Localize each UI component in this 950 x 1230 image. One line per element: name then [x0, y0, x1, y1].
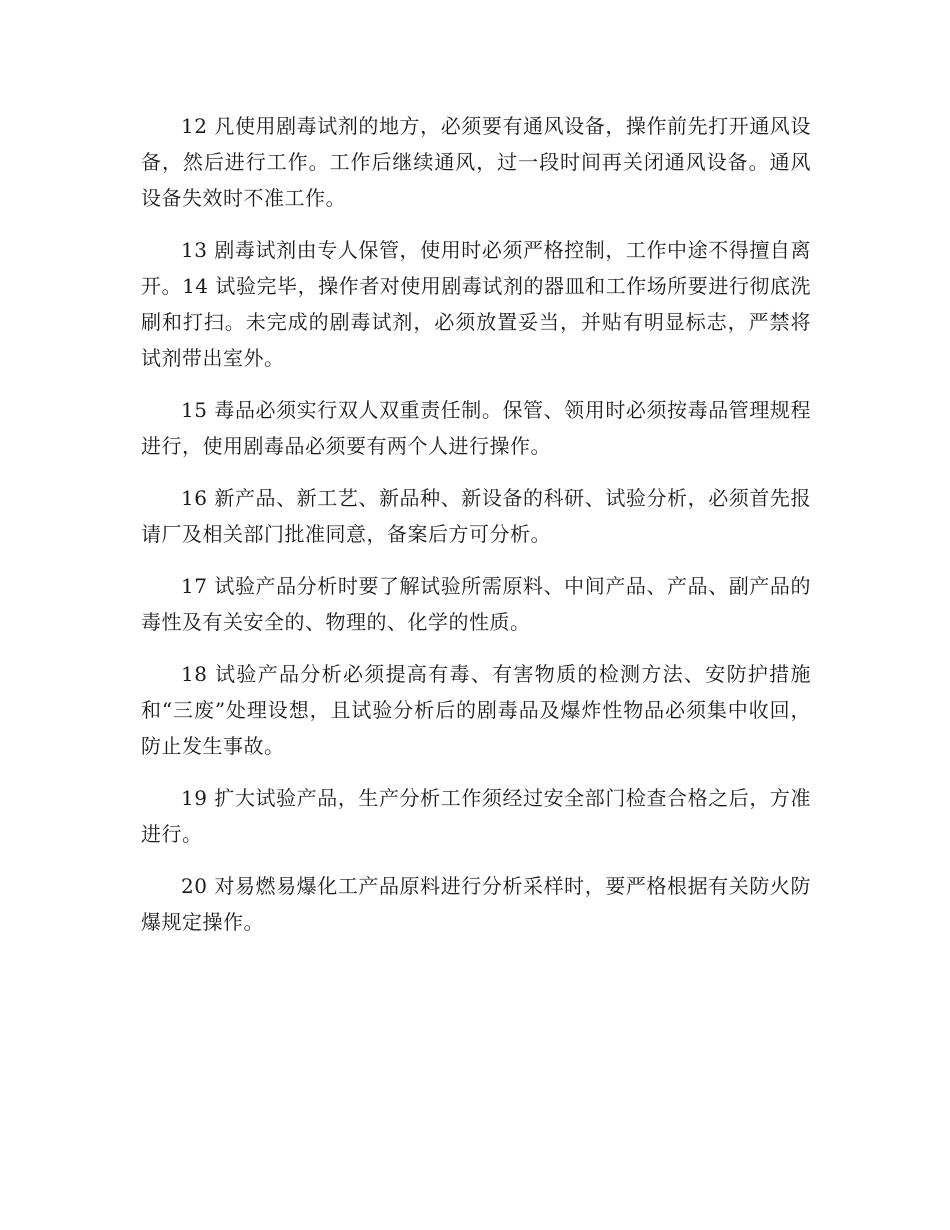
paragraph-17: 17 试验产品分析时要了解试验所需原料、中间产品、产品、副产品的毒性及有关安全的、物理的、化学的性质。	[141, 574, 811, 634]
paragraph-19: 19 扩大试验产品，生产分析工作须经过安全部门检查合格之后，方准进行。	[141, 786, 811, 846]
document-page	[141, 108, 811, 956]
paragraph-12: 12 凡使用剧毒试剂的地方，必须要有通风设备，操作前先打开通风设备，然后进行工作。工作后继续通风，过一段时间再关闭通风设备。通风设备失效时不准工作。	[141, 114, 811, 210]
paragraph-15: 15 毒品必须实行双人双重责任制。保管、领用时必须按毒品管理规程进行，使用剧毒品必须要有两个人进行操作。	[141, 398, 811, 458]
paragraph-13-14: 13 剧毒试剂由专人保管，使用时必须严格控制，工作中途不得擅自离开。14 试验完毕，操作者对使用剧毒试剂的器皿和工作场所要进行彻底洗刷和打扫。未完成的剧毒试剂，必须放置妥当，并贴有明显标志，严禁将试剂带出室外。	[141, 238, 811, 370]
paragraph-18: 18 试验产品分析必须提高有毒、有害物质的检测方法、安防护措施和“三废”处理设想，且试验分析后的剧毒品及爆炸性物品必须集中收回，防止发生事故。	[141, 662, 811, 758]
paragraph-16: 16 新产品、新工艺、新品种、新设备的科研、试验分析，必须首先报请厂及相关部门批准同意，备案后方可分析。	[141, 486, 811, 546]
paragraph-20: 20 对易燃易爆化工产品原料进行分析采样时，要严格根据有关防火防爆规定操作。	[141, 874, 811, 934]
